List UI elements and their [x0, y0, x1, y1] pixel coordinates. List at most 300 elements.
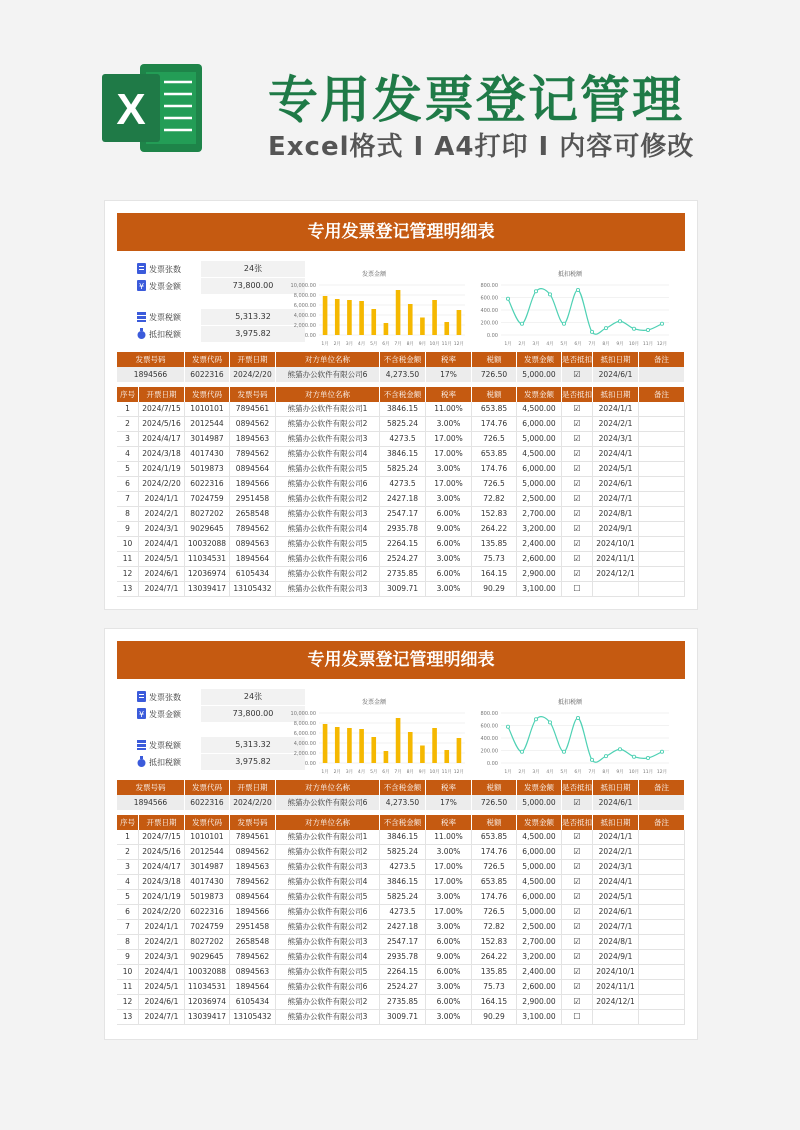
table-cell: 12036974: [185, 995, 230, 1009]
deduct-checkbox[interactable]: ☑: [562, 890, 593, 904]
table-row: [117, 920, 685, 935]
table-row: [117, 567, 685, 582]
table-cell: 11: [117, 980, 139, 994]
table-cell: [639, 875, 685, 889]
deduct-checkbox[interactable]: ☑: [562, 935, 593, 949]
table-cell: 2024/6/1: [139, 995, 185, 1009]
deduct-checkbox[interactable]: ☑: [562, 905, 593, 919]
data-point: [590, 330, 593, 333]
y-tick-label: 0.00: [486, 761, 498, 767]
table-cell: 2,600.00: [517, 552, 562, 566]
x-tick-label: 3月: [532, 770, 540, 775]
summary-band: [117, 780, 685, 810]
bar: [371, 309, 376, 335]
table-cell: 2024/11/1: [593, 980, 639, 994]
summary-cell: 6022316: [185, 795, 230, 810]
table-cell: 2024/5/1: [139, 980, 185, 994]
sheet-title: 专用发票登记管理明细表: [117, 213, 685, 251]
table-cell: 熊猫办公软件有限公司6: [276, 477, 380, 491]
table-row: [117, 890, 685, 905]
deduct-checkbox[interactable]: ☑: [562, 567, 593, 581]
logo-letter: X: [116, 85, 146, 134]
table-cell: 熊猫办公软件有限公司4: [276, 447, 380, 461]
data-point: [506, 725, 509, 728]
x-tick-label: 1月: [321, 770, 329, 775]
document-icon: [137, 263, 146, 274]
chart-title: 抵扣税额: [557, 271, 583, 278]
header-cell: 税额: [472, 387, 517, 402]
data-point: [548, 721, 551, 724]
x-tick-label: 12月: [656, 770, 668, 775]
table-cell: 17.00%: [426, 860, 472, 874]
y-tick-label: 10,000.00: [290, 711, 316, 717]
table-cell: 4,500.00: [517, 447, 562, 461]
x-tick-label: 11月: [441, 342, 452, 347]
x-tick-label: 8月: [602, 770, 610, 775]
table-cell: [639, 965, 685, 979]
table-row: [117, 1010, 685, 1025]
table-cell: 2,700.00: [517, 935, 562, 949]
y-tick-label: 4,000.00: [293, 313, 316, 319]
detail-table: [117, 387, 685, 597]
table-cell: 7024759: [185, 920, 230, 934]
deduct-checkbox[interactable]: ☑: [562, 432, 593, 446]
data-point: [520, 322, 523, 325]
x-tick-label: 4月: [546, 770, 554, 775]
header-cell: 不含税金额: [380, 352, 426, 367]
table-cell: 2658548: [230, 935, 276, 949]
table-row: [117, 507, 685, 522]
deduct-checkbox[interactable]: ☑: [562, 845, 593, 859]
header-cell: 税额: [472, 780, 517, 795]
table-cell: 9.00%: [426, 950, 472, 964]
deduct-checkbox[interactable]: ☑: [562, 447, 593, 461]
y-tick-label: 10,000.00: [290, 283, 316, 289]
table-cell: [639, 950, 685, 964]
table-cell: 653.85: [472, 402, 517, 416]
table-cell: 3,100.00: [517, 1010, 562, 1024]
table-cell: [639, 402, 685, 416]
x-tick-label: 5月: [370, 770, 378, 775]
header-cell: 对方单位名称: [276, 352, 380, 367]
table-cell: 7894562: [230, 950, 276, 964]
table-cell: 2735.85: [380, 995, 426, 1009]
table-cell: 2264.15: [380, 537, 426, 551]
table-row: [117, 980, 685, 995]
bar: [396, 718, 401, 763]
excel-logo-icon: [100, 58, 206, 158]
table-cell: 2: [117, 845, 139, 859]
bar: [457, 738, 462, 763]
table-cell: 7: [117, 920, 139, 934]
x-tick-label: 9月: [418, 342, 427, 347]
deduct-checkbox[interactable]: ☑: [562, 795, 593, 810]
table-cell: [639, 920, 685, 934]
table-cell: 12: [117, 567, 139, 581]
table-cell: [639, 890, 685, 904]
table-row: [117, 462, 685, 477]
x-tick-label: 9月: [616, 770, 624, 775]
table-cell: 2024/7/1: [139, 582, 185, 596]
table-cell: 2024/1/19: [139, 890, 185, 904]
y-tick-label: 200.00: [480, 320, 498, 327]
table-cell: 熊猫办公软件有限公司3: [276, 582, 380, 596]
table-cell: 726.5: [472, 432, 517, 446]
kpi-label: 发票税额: [149, 741, 181, 750]
table-cell: 3846.15: [380, 447, 426, 461]
table-cell: 熊猫办公软件有限公司2: [276, 920, 380, 934]
table-cell: 2524.27: [380, 980, 426, 994]
table-cell: 174.76: [472, 845, 517, 859]
kpi-value: 24张: [201, 689, 305, 705]
table-cell: 6: [117, 905, 139, 919]
deduct-checkbox[interactable]: ☑: [562, 492, 593, 506]
table-cell: 2547.17: [380, 507, 426, 521]
table-cell: 4273.5: [380, 432, 426, 446]
table-cell: 4273.5: [380, 860, 426, 874]
table-cell: 3.00%: [426, 920, 472, 934]
x-tick-label: 11月: [441, 770, 452, 775]
table-cell: 2658548: [230, 507, 276, 521]
kpi-value: 3,975.82: [201, 754, 305, 770]
header-cell: 税率: [426, 780, 472, 795]
header-cell: 是否抵扣: [562, 815, 593, 830]
bar: [335, 299, 340, 335]
table-cell: 653.85: [472, 447, 517, 461]
table-row: [117, 537, 685, 552]
table-cell: 2024/3/1: [593, 860, 639, 874]
table-cell: 2024/8/1: [593, 507, 639, 521]
table-cell: 4017430: [185, 447, 230, 461]
table-cell: 10: [117, 965, 139, 979]
series-line: [508, 717, 662, 763]
data-point: [562, 750, 565, 753]
table-cell: 152.83: [472, 935, 517, 949]
summary-cell: 5,000.00: [517, 795, 562, 810]
table-cell: 6: [117, 477, 139, 491]
table-cell: 熊猫办公软件有限公司6: [276, 552, 380, 566]
bar: [444, 322, 449, 335]
deduct-checkbox[interactable]: ☐: [562, 582, 593, 596]
kpi-value: 24张: [201, 261, 305, 277]
deduct-checkbox[interactable]: ☑: [562, 875, 593, 889]
summary-cell: 熊猫办公软件有限公司6: [276, 367, 380, 382]
deduct-checkbox[interactable]: ☑: [562, 860, 593, 874]
table-cell: 135.85: [472, 537, 517, 551]
table-cell: 8027202: [185, 935, 230, 949]
table-row: [117, 432, 685, 447]
x-tick-label: 4月: [357, 342, 366, 347]
table-cell: 264.22: [472, 950, 517, 964]
x-tick-label: 6月: [574, 342, 582, 347]
table-cell: 3014987: [185, 432, 230, 446]
table-cell: 熊猫办公软件有限公司4: [276, 875, 380, 889]
table-cell: 6.00%: [426, 965, 472, 979]
table-cell: 0894562: [230, 417, 276, 431]
deduct-checkbox[interactable]: ☑: [562, 507, 593, 521]
header-cell: 发票号码: [230, 387, 276, 402]
table-cell: 1894563: [230, 432, 276, 446]
header-cell: 发票金额: [517, 780, 562, 795]
table-cell: 152.83: [472, 507, 517, 521]
table-cell: 3.00%: [426, 890, 472, 904]
table-cell: 5019873: [185, 890, 230, 904]
table-header: [117, 387, 685, 402]
x-tick-label: 5月: [370, 342, 378, 347]
deduct-checkbox[interactable]: ☑: [562, 950, 593, 964]
table-cell: 熊猫办公软件有限公司3: [276, 1010, 380, 1024]
table-cell: 2024/6/1: [593, 477, 639, 491]
table-cell: 13105432: [230, 1010, 276, 1024]
data-point: [632, 755, 635, 758]
table-body: [117, 402, 685, 597]
table-cell: 2,600.00: [517, 980, 562, 994]
table-cell: [639, 1010, 685, 1024]
table-cell: 4: [117, 447, 139, 461]
table-cell: 8027202: [185, 507, 230, 521]
bar: [347, 300, 352, 335]
deduct-checkbox[interactable]: ☐: [562, 1010, 593, 1024]
header-cell: 是否抵扣: [562, 352, 593, 367]
chart-title: 发票金额: [361, 699, 387, 706]
x-tick-label: 10月: [628, 342, 640, 347]
table-cell: [639, 935, 685, 949]
table-cell: [639, 830, 685, 844]
table-cell: 1894564: [230, 552, 276, 566]
table-cell: 4273.5: [380, 905, 426, 919]
table-cell: [639, 582, 685, 596]
table-cell: 6105434: [230, 995, 276, 1009]
table-cell: 熊猫办公软件有限公司3: [276, 860, 380, 874]
kpi-value: 73,800.00: [201, 278, 305, 294]
header-cell: 备注: [639, 352, 685, 367]
header-cell: 备注: [639, 780, 685, 795]
table-cell: 0894563: [230, 965, 276, 979]
data-point: [646, 756, 649, 759]
summary-cell: 熊猫办公软件有限公司6: [276, 795, 380, 810]
table-cell: [639, 845, 685, 859]
header-cell: 开票日期: [230, 352, 276, 367]
table-cell: 4273.5: [380, 477, 426, 491]
table-cell: 1010101: [185, 830, 230, 844]
table-cell: 3014987: [185, 860, 230, 874]
table-cell: 5: [117, 462, 139, 476]
x-tick-label: 1月: [504, 342, 512, 347]
table-cell: [639, 905, 685, 919]
table-cell: 13: [117, 1010, 139, 1024]
bar: [359, 301, 364, 335]
table-cell: 2024/4/1: [139, 965, 185, 979]
x-tick-label: 12月: [453, 770, 465, 775]
x-tick-label: 3月: [345, 770, 354, 775]
header-cell: 对方单位名称: [276, 780, 380, 795]
table-row: [117, 447, 685, 462]
table-cell: 9029645: [185, 522, 230, 536]
kpi-value: 5,313.32: [201, 737, 305, 753]
table-cell: 2024/5/1: [593, 462, 639, 476]
table-cell: 3,200.00: [517, 522, 562, 536]
table-cell: 2024/3/1: [593, 432, 639, 446]
money-bag-icon: [137, 328, 146, 339]
kpi-label: 发票张数: [149, 693, 181, 702]
summary-cell: 726.50: [472, 367, 517, 382]
x-tick-label: 7月: [394, 770, 402, 775]
data-point: [660, 322, 663, 325]
header-cell: 抵扣日期: [593, 352, 639, 367]
table-cell: 2024/3/18: [139, 447, 185, 461]
deduct-checkbox[interactable]: ☑: [562, 920, 593, 934]
table-cell: 2024/2/1: [139, 935, 185, 949]
header-cell: 对方单位名称: [276, 387, 380, 402]
deduct-checkbox[interactable]: ☑: [562, 980, 593, 994]
svg-text:¥: ¥: [138, 710, 145, 719]
data-point: [660, 750, 663, 753]
table-cell: [639, 492, 685, 506]
table-cell: 2024/12/1: [593, 995, 639, 1009]
summary-cell: 2024/6/1: [593, 367, 639, 382]
table-cell: [639, 462, 685, 476]
summary-cell: [639, 367, 685, 382]
summary-cell: 17%: [426, 795, 472, 810]
table-cell: 12: [117, 995, 139, 1009]
table-cell: 6.00%: [426, 537, 472, 551]
summary-row: [117, 795, 685, 810]
deduct-checkbox[interactable]: ☑: [562, 367, 593, 382]
table-cell: 3.00%: [426, 552, 472, 566]
y-tick-label: 4,000.00: [293, 741, 316, 747]
table-cell: 135.85: [472, 965, 517, 979]
table-cell: 熊猫办公软件有限公司4: [276, 522, 380, 536]
y-tick-label: 600.00: [480, 723, 498, 730]
deduct-checkbox[interactable]: ☑: [562, 522, 593, 536]
deduct-checkbox[interactable]: ☑: [562, 830, 593, 844]
table-cell: 1894566: [230, 905, 276, 919]
bar: [408, 732, 413, 763]
table-cell: 90.29: [472, 1010, 517, 1024]
deduct-checkbox[interactable]: ☑: [562, 552, 593, 566]
data-point: [604, 327, 607, 330]
deduct-checkbox[interactable]: ☑: [562, 965, 593, 979]
table-cell: 11: [117, 552, 139, 566]
table-cell: [639, 447, 685, 461]
summary-cell: 17%: [426, 367, 472, 382]
y-tick-label: 6,000.00: [293, 731, 316, 737]
table-cell: [639, 432, 685, 446]
header-cell: 税额: [472, 815, 517, 830]
table-cell: 164.15: [472, 567, 517, 581]
x-tick-label: 9月: [616, 342, 624, 347]
deduct-checkbox[interactable]: ☑: [562, 462, 593, 476]
svg-text:¥: ¥: [138, 282, 145, 291]
header-cell: 发票金额: [517, 352, 562, 367]
table-cell: 2427.18: [380, 920, 426, 934]
table-cell: 5,000.00: [517, 905, 562, 919]
table-cell: 726.5: [472, 860, 517, 874]
header-cell: 抵扣日期: [593, 387, 639, 402]
deduct-checkbox[interactable]: ☑: [562, 537, 593, 551]
table-cell: 2024/5/16: [139, 417, 185, 431]
table-cell: [639, 980, 685, 994]
table-cell: 6.00%: [426, 507, 472, 521]
table-cell: 3846.15: [380, 875, 426, 889]
table-cell: 90.29: [472, 582, 517, 596]
table-cell: 7894561: [230, 830, 276, 844]
table-cell: 2024/12/1: [593, 567, 639, 581]
table-cell: 3.00%: [426, 462, 472, 476]
header-cell: 税率: [426, 815, 472, 830]
table-cell: 2024/7/1: [593, 492, 639, 506]
table-cell: 熊猫办公软件有限公司6: [276, 905, 380, 919]
header-cell: 发票号码: [230, 815, 276, 830]
table-cell: 2024/10/1: [593, 537, 639, 551]
deduct-checkbox[interactable]: ☑: [562, 995, 593, 1009]
chart-title: 抵扣税额: [557, 699, 583, 706]
table-cell: 174.76: [472, 462, 517, 476]
deduct-checkbox[interactable]: ☑: [562, 402, 593, 416]
table-row: [117, 552, 685, 567]
table-cell: 11034531: [185, 980, 230, 994]
deduct-checkbox[interactable]: ☑: [562, 477, 593, 491]
table-cell: 4,500.00: [517, 830, 562, 844]
x-tick-label: 4月: [546, 342, 554, 347]
bar: [432, 728, 437, 763]
table-cell: 3009.71: [380, 1010, 426, 1024]
table-cell: 9029645: [185, 950, 230, 964]
table-cell: 熊猫办公软件有限公司3: [276, 432, 380, 446]
table-cell: 5825.24: [380, 890, 426, 904]
x-tick-label: 9月: [418, 770, 427, 775]
x-tick-label: 3月: [532, 342, 540, 347]
table-cell: 17.00%: [426, 432, 472, 446]
table-cell: 12036974: [185, 567, 230, 581]
y-tick-label: 6,000.00: [293, 303, 316, 309]
table-cell: 2012544: [185, 417, 230, 431]
table-cell: 2024/6/1: [593, 905, 639, 919]
table-cell: 1010101: [185, 402, 230, 416]
deduct-checkbox[interactable]: ☑: [562, 417, 593, 431]
table-cell: 2024/2/20: [139, 905, 185, 919]
bar: [323, 724, 328, 763]
y-tick-label: 800.00: [480, 711, 498, 717]
table-cell: 2547.17: [380, 935, 426, 949]
table-cell: [639, 417, 685, 431]
y-tick-label: 2,000.00: [293, 751, 316, 757]
summary-cell: 2024/6/1: [593, 795, 639, 810]
summary-cell: 726.50: [472, 795, 517, 810]
data-point: [618, 748, 621, 751]
x-tick-label: 7月: [588, 770, 596, 775]
x-tick-label: 4月: [357, 770, 366, 775]
table-cell: 2024/4/17: [139, 432, 185, 446]
table-cell: 9: [117, 522, 139, 536]
table-cell: 264.22: [472, 522, 517, 536]
table-cell: 2012544: [185, 845, 230, 859]
table-cell: 5: [117, 890, 139, 904]
table-cell: 6,000.00: [517, 417, 562, 431]
header-cell: 税率: [426, 387, 472, 402]
table-cell: 熊猫办公软件有限公司5: [276, 537, 380, 551]
table-cell: 2024/7/1: [593, 920, 639, 934]
x-tick-label: 3月: [345, 342, 354, 347]
kpi-label: 抵扣税额: [149, 330, 181, 339]
y-tick-label: 0.00: [304, 333, 316, 339]
table-cell: 2024/2/20: [139, 477, 185, 491]
table-cell: 熊猫办公软件有限公司2: [276, 845, 380, 859]
data-point: [604, 755, 607, 758]
table-cell: 2,900.00: [517, 567, 562, 581]
table-cell: 6105434: [230, 567, 276, 581]
table-cell: 2024/9/1: [593, 950, 639, 964]
